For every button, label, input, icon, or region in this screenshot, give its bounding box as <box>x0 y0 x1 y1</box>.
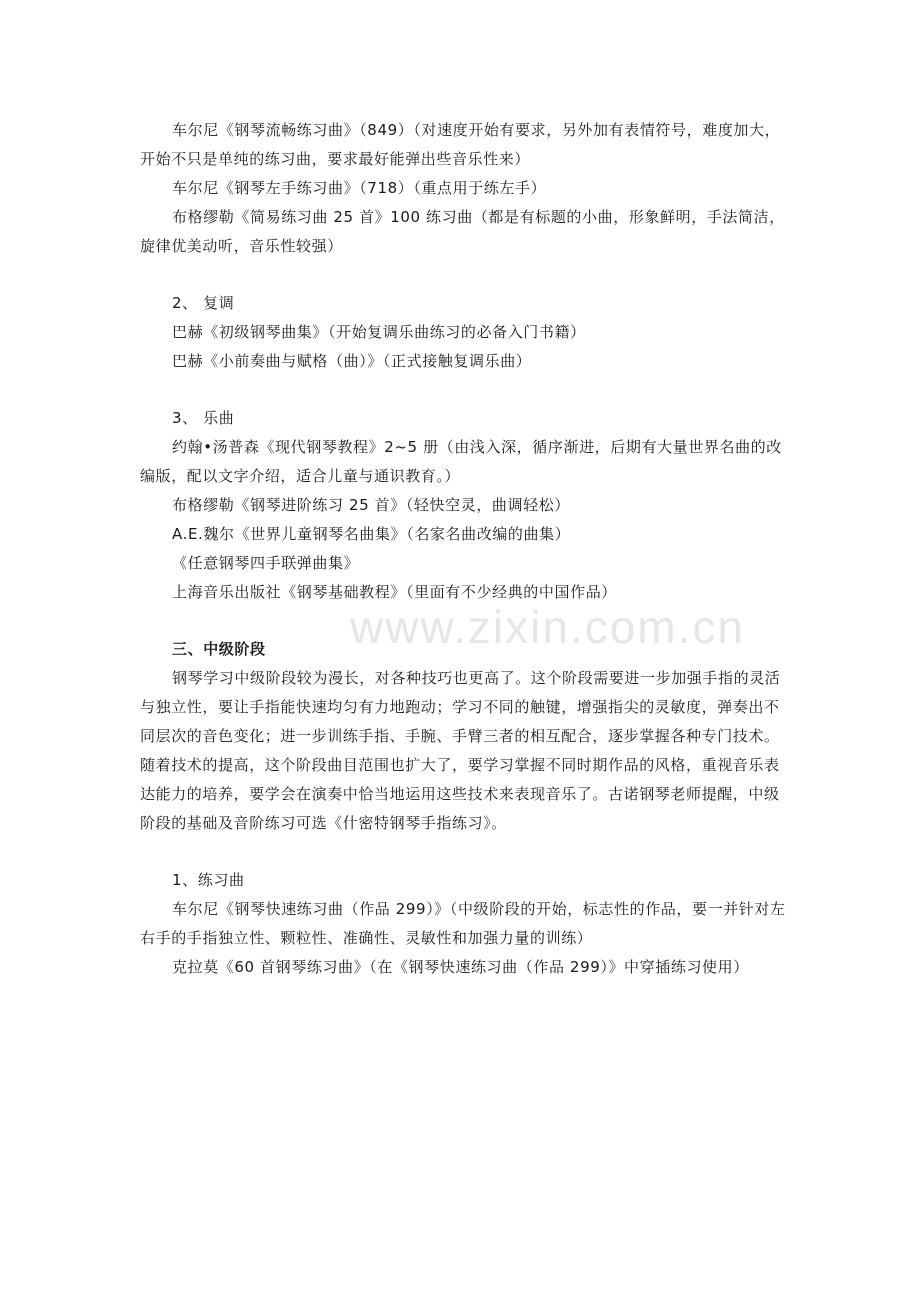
paragraph-four-hands: 《任意钢琴四手联弹曲集》 <box>172 554 360 572</box>
spacer <box>140 261 795 289</box>
paragraph-bach-beginner: 巴赫《初级钢琴曲集》（开始复调乐曲练习的必备入门书籍） <box>172 323 586 341</box>
spacer <box>140 838 795 866</box>
paragraph-burgmuller-25: 布格缪勒《简易练习曲 25 首》100 练习曲（都是有标题的小曲，形象鲜明，手法简洁，旋律优美动听，音乐性较强） <box>140 208 785 255</box>
paragraph-cramer-60: 克拉莫《60 首钢琴练习曲》（在《钢琴快速练习曲（作品 299）》中穿插练习使用） <box>172 958 749 976</box>
paragraph-czerny-849: 车尔尼《钢琴流畅练习曲》（849）（对速度开始有要求，另外加有表情符号，难度加大，开始不只是单纯的练习曲，要求最好能弹出些音乐性来） <box>140 121 781 168</box>
paragraph-czerny-718: 车尔尼《钢琴左手练习曲》（718）（重点用于练左手） <box>172 179 547 197</box>
paragraph-burgmuller-advanced: 布格缪勒《钢琴进阶练习 25 首》（轻快空灵，曲调轻松） <box>172 496 570 514</box>
paragraph-shanghai-music: 上海音乐出版社《钢琴基础教程》（里面有不少经典的中国作品） <box>172 583 617 601</box>
heading-etudes: 1、练习曲 <box>172 871 245 889</box>
spacer <box>140 607 795 635</box>
paragraph-czerny-299: 车尔尼《钢琴快速练习曲（作品 299）》（中级阶段的开始，标志性的作品，要一并针对左右手的手指独立性、颗粒性、准确性、灵敏性和加强力量的训练） <box>140 900 786 947</box>
watermark: www.zixin.com.cn <box>350 601 745 653</box>
document-body <box>140 116 795 982</box>
paragraph-thompson: 约翰•汤普森《现代钢琴教程》2~5 册（由浅入深，循序渐进，后期有大量世界名曲的改编版，配以文字介绍，适合儿童与通识教育。） <box>140 438 782 485</box>
heading-pieces: 3、 乐曲 <box>172 409 235 427</box>
heading-intermediate-stage: 三、中级阶段 <box>172 640 266 658</box>
paragraph-bach-prelude-fugue: 巴赫《小前奏曲与赋格（曲）》（正式接触复调乐曲） <box>172 352 532 370</box>
heading-polyphony: 2、 复调 <box>172 294 235 312</box>
paragraph-intermediate-intro: 钢琴学习中级阶段较为漫长，对各种技巧也更高了。这个阶段需要进一步加强手指的灵活与独立性，要让手指能快速均匀有力地跑动；学习不同的触键，增强指尖的灵敏度，弹奏出不同层次的音色变化；进一步训练手指、手腕、手臂三者的相互配合，逐步掌握各种专门技术。随着技术的提高，这个阶段曲目范围也扩大了，要学习掌握不同时期作品的风格，重视音乐表达能力的培养，要学会在演奏中恰当地运用这些技术来表现音乐了。古诺钢琴老师提醒，中级阶段的基础及音阶练习可选《什密特钢琴手指练习》。 <box>140 669 781 832</box>
paragraph-weil: A.E.魏尔《世界儿童钢琴名曲集》（名家名曲改编的曲集） <box>172 525 571 543</box>
spacer <box>140 376 795 404</box>
